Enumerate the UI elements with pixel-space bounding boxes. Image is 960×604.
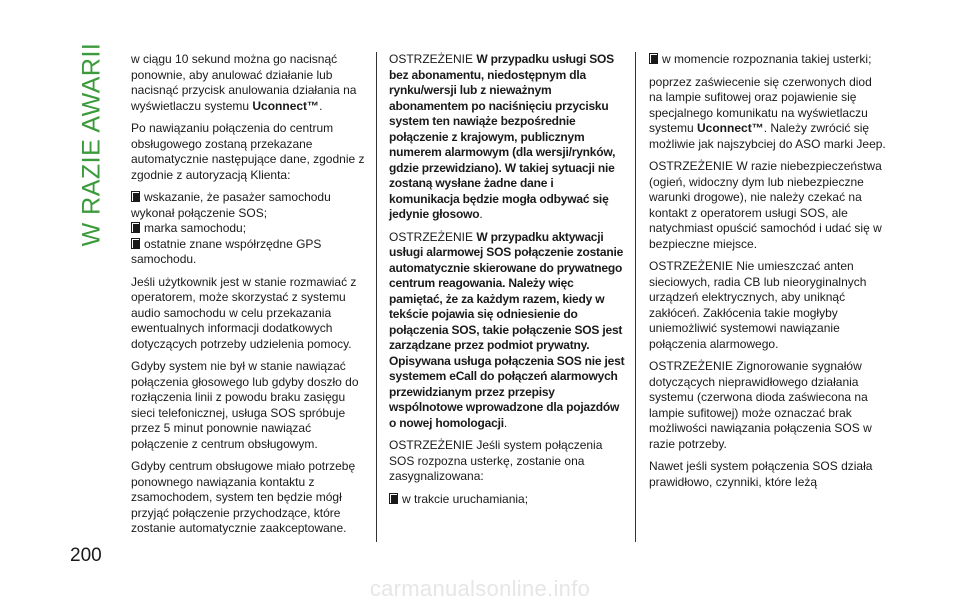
list-item: w momencie rozpoznania takiej usterki;	[649, 52, 887, 68]
warning: OSTRZEŻENIE W razie niebezpieczeństwa (ogień, widoczny dym lub niebezpieczne warunki drogowe), nie należy czekać na kontakt z operatorem usługi SOS, ale natychmiast opuścić samochód i udać się w bezpieczne miejsce.	[649, 159, 882, 251]
column-2	[389, 52, 627, 514]
bullet-icon	[649, 53, 658, 64]
bullet-icon	[131, 191, 140, 202]
list-item: ostatnie znane współrzędne GPS samochodu.	[131, 236, 322, 266]
column-divider	[376, 52, 377, 542]
column-3	[649, 52, 887, 497]
paragraph: Po nawiązaniu połączenia do centrum obsługowego zostaną przekazane automatycznie następujące dane, zgodnie z zgodnie z autoryzacją Klienta:	[131, 121, 365, 182]
paragraph: Gdyby system nie był w stanie nawiązać połączenia głosowego lub gdyby doszło do rozłączenia linii z powodu braku zasięgu sieci telefonicznej, usługa SOS spróbuje przez 5 minut ponownie nawiązać połączenie z centrum obsługowym.	[131, 359, 359, 451]
paragraph: w ciągu 10 sekund można go nacisnąć ponownie, aby anulować działanie lub nacisnąć przycisk anulowania działania na wyświetlaczu systemu Uconnect™.	[131, 52, 357, 113]
bullet-icon	[131, 222, 140, 233]
warning: OSTRZEŻENIE W przypadku usługi SOS bez abonamentu, niedostępnym dla rynku/wersji lub z nieważnym abonamentem po naciśnięciu przycisku system ten nawiąże bezpośrednie połączenie z krajowym, publicznym numerem alarmowym (dla wersji/rynków, gdzie przewidziano). W takiej sytuacji nie zostaną wysłane żadne dane i komunikacja będzie mogła odbywać się jedynie głosowo.	[389, 52, 616, 221]
warning: OSTRZEŻENIE Nie umieszczać anten sieciowych, radia CB lub nieoryginalnych urządzeń elektrycznych, aby uniknąć zakłóceń. Zakłócenia takie mogłyby uniemożliwić systemowi nawiązanie połączenia alarmowego.	[649, 259, 867, 351]
section-title: W RAZIE AWARII	[77, 42, 106, 247]
list-item: marka samochodu;	[131, 221, 369, 237]
column-1	[131, 52, 369, 544]
paragraph: poprzez zaświecenie się czerwonych diod na lampie sufitowej oraz pojawienie się specjalnego komunikatu na wyświetlaczu systemu Uconnect™. Należy zwrócić się możliwie jak najszybciej do ASO marki Jeep.	[649, 74, 886, 151]
bullet-icon	[131, 238, 140, 249]
paragraph: Gdyby centrum obsługowe miało potrzebę ponownego nawiązania kontaktu z zsamochodem, system ten będzie mógł przyjąć połączenie przychodzące, które zostanie automatycznie zaakceptowane.	[131, 459, 356, 535]
warning: OSTRZEŻENIE Jeśli system połączenia SOS rozpozna usterkę, zostanie ona zasygnalizowana:	[389, 438, 603, 483]
list-item: wskazanie, że pasażer samochodu wykonał połączenie SOS;	[131, 190, 331, 220]
warning: OSTRZEŻENIE Zignorowanie sygnałów dotyczących nieprawidłowego działania systemu (czerwona dioda zaświecona na lampie sufitowej) może oznaczać brak możliwości nawiązania połączenia SOS w razie potrzeby.	[649, 359, 872, 451]
warning: OSTRZEŻENIE W przypadku aktywacji usługi alarmowej SOS połączenie zostanie automatycznie skierowane do prywatnego centrum reagowania. Należy więc pamiętać, że za każdym razem, kiedy w tekście pojawia się odniesienie do połączenia SOS, takie połączenie SOS jest zarządzane przez podmiot prywatny. Opisywana usługa połączenia SOS nie jest systemem eCall do połączeń alarmowych przewidzianym przez przepisy wspólnotowe wprowadzone dla pojazdów o nowej homologacji.	[389, 229, 625, 430]
column-divider	[635, 52, 636, 542]
paragraph: Nawet jeśli system połączenia SOS działa prawidłowo, czynniki, które leżą	[649, 459, 873, 489]
paragraph: Jeśli użytkownik jest w stanie rozmawiać z operatorem, może skorzystać z systemu audio samochodu w celu przekazania ewentualnych informacji dodatkowych dotyczących potrzeby udzielenia pomocy.	[131, 274, 357, 351]
list-item: w trakcie uruchamiania;	[389, 492, 627, 508]
page-number: 200	[70, 545, 102, 566]
watermark: carmanualsonline.info	[369, 576, 591, 601]
bullet-icon	[389, 493, 398, 504]
